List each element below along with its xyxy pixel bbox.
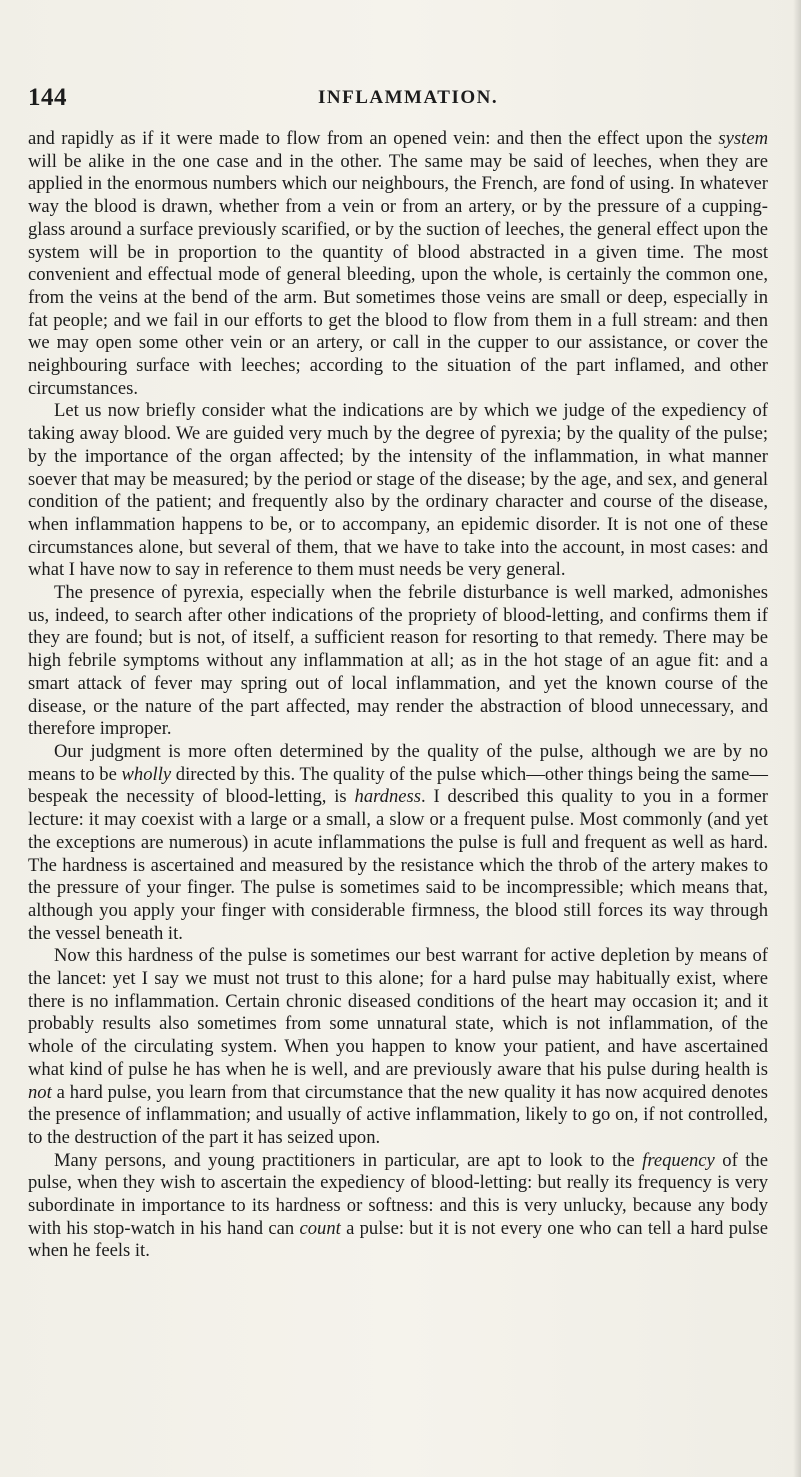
paragraph-text: Let us now briefly consider what the indications are by which we judge of the expediency of taking away blood. We are guided very much by the degree of pyrexia; by the quality of the pulse; by the importance of the organ affected; by the intensity of the inflammation, in what manner soever that may be measured; by the period or stage of the disease; by the age, and sex, and general condition of the patient; and frequently also by the ordinary character and course of the disease, when inflammation happens to be, or to accompany, an epidemic disorder. It is not one of these circumstances alone, but several of them, that we have to take into the account, in most cases: and what I have now to say in reference to them must needs be very general.	[28, 400, 768, 581]
page-edge-shadow	[793, 0, 801, 1477]
paragraph-text: The presence of pyrexia, especially when the febrile disturbance is well marked, admonishes us, indeed, to search after other indications of the propriety of blood-letting, and confirms them if they are found; but is not, of itself, a sufficient reason for resorting to that remedy. There may be high febrile symptoms without any inflammation at all; as in the hot stage of an ague fit: and a smart attack of fever may spring out of local inflammation, and yet the known course of the disease, or the nature of the part affected, may render the abstraction of blood unnecessary, and therefore improper.	[28, 582, 768, 740]
paragraph-text: Many persons, and young practitioners in particular, are apt to look to the	[54, 1149, 643, 1171]
paragraph	[28, 128, 768, 400]
paragraph-text: . I described this quality to you in a former lecture: it may coexist with a large or a small, a slow or a frequent pulse. Most commonly (and yet the exceptions are numerous) in acute inflammations the pulse is full and frequent as well as hard. The hardness is ascertained and measured by the resistance which the throb of the artery makes to the pressure of your finger. The pulse is sometimes said to be incompressible; which means that, although you apply your finger with considerable firmness, the blood still forces its way through the vessel beneath it.	[28, 786, 768, 944]
paragraph-text: a pulse: but it is not every one who can tell a hard pulse when he feels it.	[28, 1217, 768, 1262]
italic-text: frequency	[642, 1149, 715, 1171]
italic-text: wholly	[121, 763, 172, 785]
paragraph	[28, 1150, 768, 1264]
body-text	[28, 128, 768, 1263]
paragraph	[28, 741, 768, 945]
paragraph-text: directed by this. The quality of the pulse which—other things being the same—bespeak the necessity of blood-letting, is	[28, 763, 768, 808]
paragraph-text: Now this hardness of the pulse is sometimes our best warrant for active depletion by means of the lancet: yet I say we must not trust to this alone; for a hard pulse may habitually exist, where there is no inflammation. Certain chronic diseased conditions of the heart may occasion it; and it probably results also sometimes from some unnatural state, which is not inflammation, of the whole of the circulating system. When you happen to know your patient, and have ascertained what kind of pulse he has when he is well, and are previously aware that his pulse during health is	[28, 945, 768, 1080]
paragraph	[28, 945, 768, 1149]
paragraph-text: will be alike in the one case and in the other. The same may be said of leeches, when they are applied in the enormous numbers which our neighbours, the French, are fond of using. In whatever way the blood is drawn, whether from a vein or from an artery, or by the pressure of a cupping-glass around a surface previously scarified, or by the suction of leeches, the general effect upon the system will be in proportion to the quantity of blood abstracted in a given time. The most convenient and effectual mode of general bleeding, upon the whole, is certainly the common one, from the veins at the bend of the arm. But sometimes those veins are small or deep, especially in fat people; and we fail in our efforts to get the blood to flow from them in a full stream: and then we may open some other vein or an artery, or call in the cupper to our assistance, or cover the neighbouring surface with leeches; according to the situation of the part inflamed, and other circumstances.	[28, 150, 768, 399]
italic-text: hardness	[354, 786, 421, 808]
page-header	[28, 84, 768, 114]
paragraph-text: of the pulse, when they wish to ascertain the expediency of blood-letting: but really its frequency is very subordinate in importance to its hardness or softness: and this is very unlucky, because any body with his stop-watch in his hand can	[28, 1149, 768, 1239]
paragraph-text: and rapidly as if it were made to flow from an opened vein: and then the effect upon the	[28, 128, 719, 149]
italic-text: count	[299, 1217, 341, 1239]
page-number: 144	[28, 84, 67, 111]
paragraph-text: a hard pulse, you learn from that circumstance that the new quality it has now acquired denotes the presence of inflammation; and usually of active inflammation, likely to go on, if not controlled, to the destruction of the part it has seized upon.	[28, 1081, 768, 1148]
italic-text: not	[28, 1081, 52, 1103]
italic-text: system	[718, 128, 768, 149]
paragraph	[28, 582, 768, 741]
paragraph-text: Our judgment is more often determined by the quality of the pulse, although we are by no means to be	[28, 740, 768, 785]
paragraph	[28, 400, 768, 582]
running-head: INFLAMMATION.	[318, 87, 499, 108]
